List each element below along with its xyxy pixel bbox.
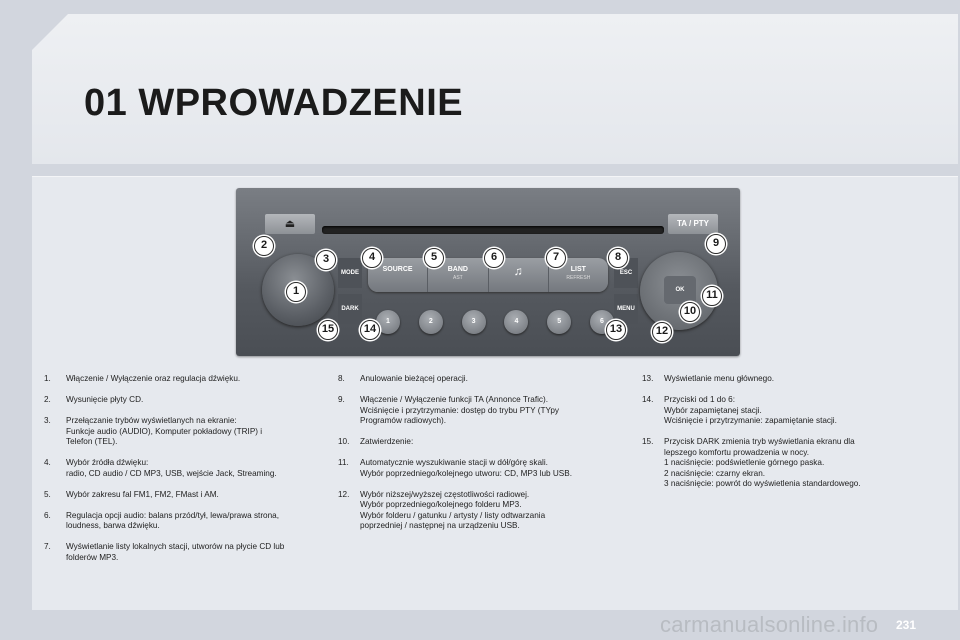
eject-button: ⏏ <box>265 214 315 234</box>
list-item: 9. Włączenie / Wyłączenie funkcji TA (Annonce Trafic). Wciśnięcie i przytrzymanie: dostęp do trybu PTY (TYpy Programów radiowych). <box>338 395 559 425</box>
callout-2: 2 <box>254 236 274 256</box>
preset-button-4: 4 <box>504 310 528 334</box>
list-item: 7. Wyświetlanie listy lokalnych stacji, utworów na płycie CD lub folderów MP3. <box>44 542 285 562</box>
source-button: SOURCE <box>368 258 428 292</box>
preset-button-1: 1 <box>376 310 400 334</box>
ta-pty-button: TA / PTY <box>668 214 718 234</box>
list-refresh-button: LIST REFRESH <box>549 258 608 292</box>
preset-button-6: 6 <box>590 310 614 334</box>
page-number: 231 <box>896 618 917 632</box>
preset-button-3: 3 <box>462 310 486 334</box>
list-item: 3. Przełączanie trybów wyświetlanych na ekranie: Funkcje audio (AUDIO), Komputer pokładowy (TRIP) i Telefon (TEL). <box>44 416 263 446</box>
esc-button: ESC <box>614 258 638 288</box>
list-item: 10. Zatwierdzenie: <box>338 437 414 446</box>
callout-15: 15 <box>318 320 338 340</box>
callout-8: 8 <box>608 248 628 268</box>
preset-buttons-row <box>376 310 614 336</box>
callout-10: 10 <box>680 302 700 322</box>
header-corner-decoration <box>32 14 68 50</box>
page-title: 01 WPROWADZENIE <box>84 82 464 124</box>
mode-button: MODE <box>338 258 362 288</box>
callout-12: 12 <box>652 322 672 342</box>
callout-1: 1 <box>286 282 306 302</box>
description-column-2 <box>338 374 628 542</box>
menu-button: MENU <box>614 294 638 324</box>
band-ast-button: BAND AST <box>428 258 488 292</box>
callout-7: 7 <box>546 248 566 268</box>
preset-button-5: 5 <box>547 310 571 334</box>
list-item: 15. Przycisk DARK zmienia tryb wyświetlania ekranu dla lepszego komfortu prowadzenia w nocy. 1 naciśnięcie: podświetlenie górnego paska. 2 naciśnięcie: czarny ekran. 3 naciśnięcie: powrót do wyświetlenia standardowego. <box>642 437 861 488</box>
description-column-3 <box>642 374 932 500</box>
description-column-1 <box>44 374 334 574</box>
list-item: 12. Wybór niższej/wyższej częstotliwości radiowej. Wybór poprzedniego/kolejnego folderu MP3. Wybór folderu / gatunku / artysty / listy odtwarzania poprzedniej / następnej na urządzeniu USB. <box>338 489 546 530</box>
callout-5: 5 <box>424 248 444 268</box>
list-item: 14. Przyciski od 1 do 6: Wybór zapamiętanej stacji. Wciśnięcie i przytrzymanie: zapamiętanie stacji. <box>642 395 837 425</box>
list-item: 5. Wybór zakresu fal FM1, FM2, FMast i AM. <box>44 489 219 499</box>
dark-button: DARK <box>338 294 362 324</box>
callout-3: 3 <box>316 250 336 270</box>
callout-9: 9 <box>706 234 726 254</box>
cd-slot <box>322 226 664 234</box>
list-item: 13. Wyświetlanie menu głównego. <box>642 374 775 383</box>
list-item: 2. Wysunięcie płyty CD. <box>44 395 144 404</box>
music-note-icon: ♫ <box>513 264 523 278</box>
watermark: carmanualsonline.info <box>660 612 879 637</box>
callout-13: 13 <box>606 320 626 340</box>
callout-14: 14 <box>360 320 380 340</box>
list-item: 8. Anulowanie bieżącej operacji. <box>338 374 468 383</box>
list-item: 6. Regulacja opcji audio: balans przód/tył, lewa/prawa strona, loudness, barwa dźwięku. <box>44 510 279 530</box>
list-item: 4. Wybór źródła dźwięku: radio, CD audio / CD MP3, USB, wejście Jack, Streaming. <box>44 458 277 478</box>
callout-11: 11 <box>702 286 722 306</box>
list-item: 1. Włączenie / Wyłączenie oraz regulacja dźwięku. <box>44 374 241 383</box>
callout-4: 4 <box>362 248 382 268</box>
list-item: 11. Automatycznie wyszukiwanie stacji w dół/górę skali. Wybór poprzedniego/kolejnego utworu: CD, MP3 lub USB. <box>338 458 572 478</box>
ok-button: OK <box>664 276 696 304</box>
callout-6: 6 <box>484 248 504 268</box>
preset-button-2: 2 <box>419 310 443 334</box>
